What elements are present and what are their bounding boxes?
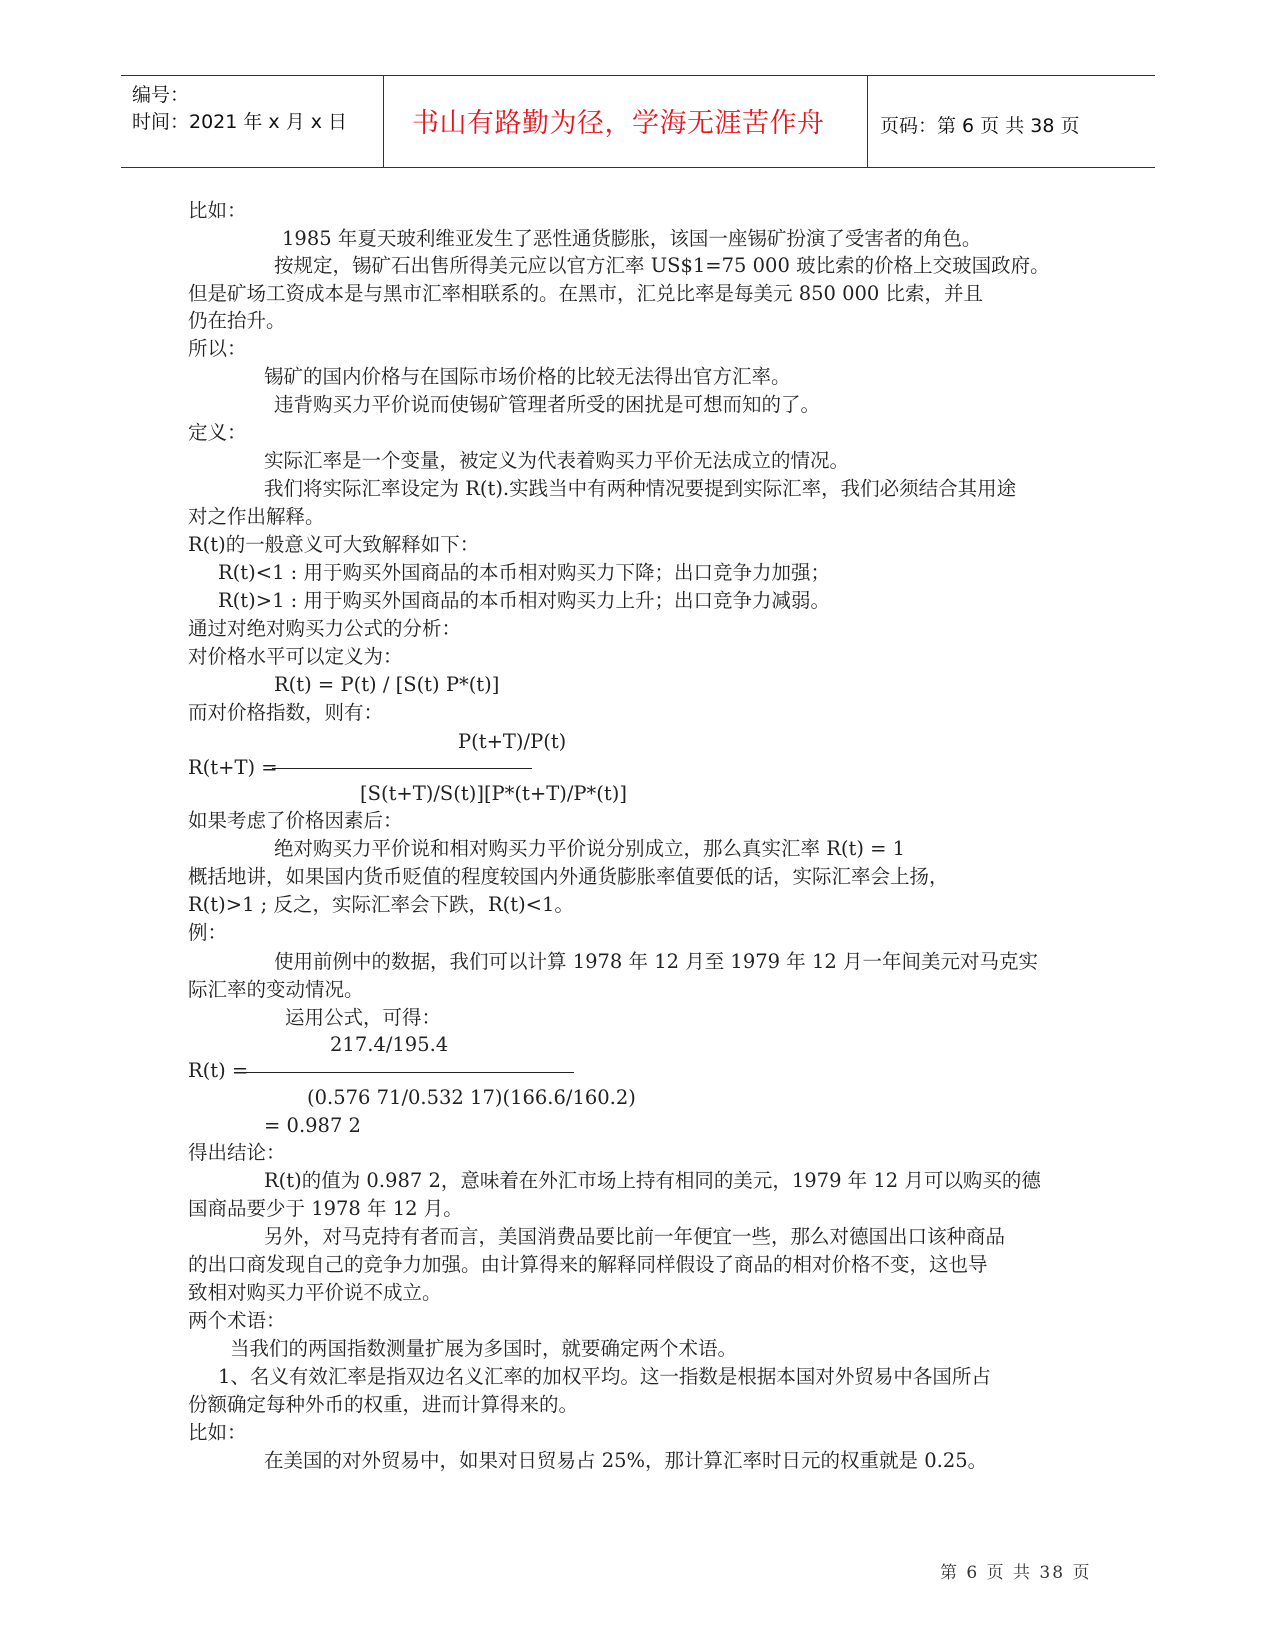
header-slogan: 书山有路勤为径，学海无涯苦作舟 (412, 108, 825, 139)
formula-result: = 0.987 2 (264, 1114, 361, 1137)
text-line: 际汇率的变动情况。 (188, 978, 364, 1001)
text-line: 例： (188, 921, 228, 944)
header-bottom-border (121, 167, 1155, 168)
text-line: 通过对绝对购买力公式的分析： (188, 617, 462, 640)
page-footer: 第 6 页 共 38 页 (940, 1563, 1092, 1583)
text-line: 1985 年夏天玻利维亚发生了恶性通货膨胀，该国一座锡矿扮演了受害者的角色。 (282, 227, 982, 250)
text-line: 定义： (188, 421, 247, 444)
text-line: R(t)<1 : 用于购买外国商品的本币相对购买力下降；出口竞争力加强； (218, 561, 830, 584)
time-label: 时间：2021 年 x 月 x 日 (132, 111, 348, 133)
text-line: 仍在抬升。 (188, 309, 286, 332)
text-line: 如果考虑了价格因素后： (188, 809, 403, 832)
formula-numerator: 217.4/195.4 (330, 1033, 449, 1056)
formula-denominator: (0.576 71/0.532 17)(166.6/160.2) (307, 1086, 636, 1109)
text-line: 对价格水平可以定义为： (188, 645, 403, 668)
text-line: R(t)>1 ; 反之，实际汇率会下跌，R(t)<1。 (188, 893, 574, 916)
text-line: 概括地讲，如果国内货币贬值的程度较国内外通货膨胀率值要低的话，实际汇率会上扬， (188, 865, 949, 888)
text-line: 致相对购买力平价说不成立。 (188, 1281, 442, 1304)
text-line: 当我们的两国指数测量扩展为多国时，就要确定两个术语。 (230, 1337, 738, 1360)
fraction-bar (244, 1072, 574, 1073)
text-line: 但是矿场工资成本是与黑市汇率相联系的。在黑市，汇兑比率是每美元 850 000 比索，并且 (188, 282, 984, 305)
formula-lhs: R(t) = (188, 1059, 249, 1082)
text-line: 锡矿的国内价格与在国际市场价格的比较无法得出官方汇率。 (264, 365, 791, 388)
formula-price-level: R(t) = P(t) / [S(t) P*(t)] (274, 673, 500, 696)
formula-lhs: R(t+T) = (188, 756, 278, 779)
text-line: 违背购买力平价说而使锡矿管理者所受的困扰是可想而知的了。 (274, 393, 821, 416)
header-top-border (121, 75, 1155, 76)
text-line: 在美国的对外贸易中，如果对日贸易占 25%，那计算汇率时日元的权重就是 0.25。 (264, 1449, 988, 1472)
text-line: 所以： (188, 337, 247, 360)
serial-label: 编号： (132, 84, 190, 106)
text-line: 使用前例中的数据，我们可以计算 1978 年 12 月至 1979 年 12 月一年间美元对马克实 (274, 950, 1038, 973)
text-line: 得出结论： (188, 1141, 286, 1164)
text-line: 运用公式，可得： (285, 1006, 442, 1029)
text-line: 1、名义有效汇率是指双边名义汇率的加权平均。这一指数是根据本国对外贸易中各国所占 (218, 1365, 991, 1388)
text-line: 另外，对马克持有者而言，美国消费品要比前一年便宜一些，那么对德国出口该种商品 (264, 1225, 1006, 1248)
formula-numerator: P(t+T)/P(t) (458, 730, 567, 753)
text-line: 国商品要少于 1978 年 12 月。 (188, 1197, 463, 1220)
text-line: 的出口商发现自己的竞争力加强。由计算得来的解释同样假设了商品的相对价格不变，这也导 (188, 1253, 988, 1276)
fraction-bar (272, 768, 532, 769)
text-line: 绝对购买力平价说和相对购买力平价说分别成立，那么真实汇率 R(t) = 1 (274, 837, 906, 860)
text-line: 而对价格指数，则有： (188, 701, 384, 724)
header-divider-right (867, 75, 868, 168)
text-line: R(t)的值为 0.987 2，意味着在外汇市场上持有相同的美元，1979 年 12 月可以购买的德 (264, 1169, 1041, 1192)
formula-denominator: [S(t+T)/S(t)][P*(t+T)/P*(t)] (360, 782, 627, 805)
text-line: 对之作出解释。 (188, 505, 325, 528)
text-line: R(t)>1 : 用于购买外国商品的本币相对购买力上升；出口竞争力减弱。 (218, 589, 830, 612)
text-line: 我们将实际汇率设定为 R(t).实践当中有两种情况要提到实际汇率，我们必须结合其用途 (264, 477, 1017, 500)
text-line: 按规定，锡矿石出售所得美元应以官方汇率 US$1=75 000 玻比索的价格上交玻国政府。 (274, 254, 1050, 277)
text-line: 实际汇率是一个变量，被定义为代表着购买力平价无法成立的情况。 (264, 449, 850, 472)
text-line: 比如： (188, 1421, 247, 1444)
header-divider-left (383, 75, 384, 168)
page-label: 页码：第 6 页 共 38 页 (880, 115, 1080, 137)
text-line: 两个术语： (188, 1309, 286, 1332)
text-line: R(t)的一般意义可大致解释如下： (188, 533, 480, 556)
text-line: 比如： (188, 199, 247, 222)
text-line: 份额确定每种外币的权重，进而计算得来的。 (188, 1393, 579, 1416)
